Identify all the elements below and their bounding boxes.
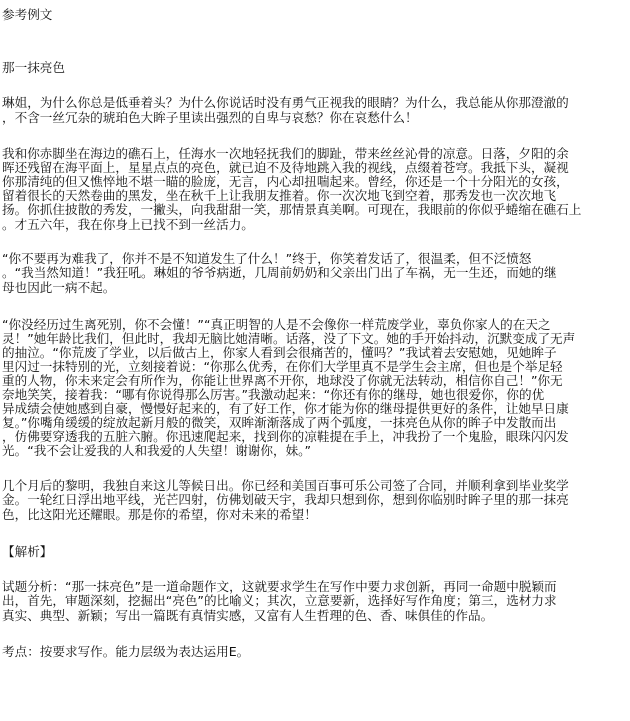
paragraph-2-line-4: 留着很长的天然卷曲的黑发，坐在秋千上让我朋友推着。你一次次地飞到空着，那秀发也一次次地飞 xyxy=(2,188,557,203)
paragraph-5-line-1: 几个月后的黎明，我独自来这儿等候日出。你已经和美国百事可乐公司签了合同，并顺利拿到毕业奖学 xyxy=(2,478,569,493)
heading-reference-essay: 参考例文 xyxy=(2,7,53,22)
analysis-line-1: 试题分析：“那一抹亮色”是一道命题作文，这就要求学生在写作中要力求创新，再同一命题中脱颖而 xyxy=(2,579,557,594)
paragraph-2-line-6: 。才五六年，我在你身上已找不到一丝活力。 xyxy=(2,217,254,232)
paragraph-4-line-7: 异成绩会使她感到自豪，慢慢好起来的，有了好工作，你才能为你的继母提供更好的条件，让她早日康 xyxy=(2,401,569,416)
paragraph-2-line-3: 你那清纯的但又憔悴地不堪一瞄的脸庞，无言，内心却扭喘起来。曾经，你还是一个十分阳光的女孩， xyxy=(2,174,569,189)
essay-title: 那一抹亮色 xyxy=(2,60,65,75)
analysis-heading: 【解析】 xyxy=(2,544,53,559)
kaodian-note: 考点：按要求写作。能力层级为表达运用E。 xyxy=(2,644,250,659)
paragraph-5-line-3: 色，比这阳光还耀眼。那是你的希望，你对未来的希望！ xyxy=(2,507,317,522)
paragraph-4-line-10: 光。“我不会让爱我的人和我爱的人失望！谢谢你，妹。” xyxy=(2,443,311,458)
paragraph-4-line-9: ，仿佛要穿透我的五脏六腑。你迅速爬起来，找到你的凉鞋提在手上，冲我扮了一个鬼脸，眼珠闪闪发 xyxy=(2,429,569,444)
paragraph-1-line-2: ，不含一丝冗杂的琥珀色大眸子里读出强烈的自卑与哀愁？你在哀愁什么！ xyxy=(2,110,418,125)
paragraph-2-line-2: 晖还残留在海平面上，星星点点的亮色，就已迫不及待地跳入我的视线，点缀着苍穹。我抵下头，凝视 xyxy=(2,160,569,175)
paragraph-2-line-5: 扬。你抓住披散的秀发，一撇头，向我甜甜一笑，那情景真美啊。可现在，我眼前的你似乎蜷缩在礁石上 xyxy=(2,202,582,217)
paragraph-3-line-1: “你不要再为难我了，你并不是不知道发生了什么！”终于，你笑着发话了，很温柔，但不泛愤怒 xyxy=(2,251,532,266)
paragraph-2-line-1: 我和你赤脚坐在海边的礁石上，任海水一次地轻抚我们的脚趾，带来丝丝沁骨的凉意。日落，夕阳的余 xyxy=(2,146,569,161)
analysis-line-2: 出，首先，审题深刻，挖掘出“亮色”的比喻义；其次，立意要新，选择好写作角度；第三，选材力求 xyxy=(2,593,557,608)
paragraph-4-line-2: 灵！”她年龄比我们，但此时，我却无脑比她清晰。话落，没了下文。她的手开始抖动，沉默变成了无声 xyxy=(2,331,576,346)
paragraph-4-line-8: 复。”你嘴角缓缓的绽放起新月般的微笑，双眸渐渐落成了两个弧度，一抹亮色从你的眸子中发散而出 xyxy=(2,415,557,430)
paragraph-4-line-5: 重的人物，你未来定会有所作为，你能让世界离不开你，地球没了你就无法转动，相信你自己！”你无 xyxy=(2,373,563,388)
paragraph-3-line-2: 。“我当然知道！”我狂吼。琳姐的爷爷病逝，几周前奶奶和父亲出门出了车祸，无一生还，而她的继 xyxy=(2,265,557,280)
paragraph-3-line-3: 母也因此一病不起。 xyxy=(2,280,116,295)
paragraph-4-line-6: 奈地笑笑，接着我：“哪有你说得那么厉害。”我激动起来：“你还有你的继母，她也很爱你，你的优 xyxy=(2,387,545,402)
paragraph-1-line-1: 琳姐，为什么你总是低垂着头？为什么你说话时没有勇气正视我的眼睛？为什么，我总能从你那澄澈的 xyxy=(2,95,569,110)
paragraph-4-line-1: “你没经历过生离死别，你不会懂！”“真正明智的人是不会像你一样荒废学业，辜负你家人的在天之 xyxy=(2,317,551,332)
paragraph-5-line-2: 金。一轮红日浮出地平线，光芒四射，仿佛划破天宇，我却只想到你，想到你临别时眸子里的那一抹亮 xyxy=(2,492,569,507)
paragraph-4-line-4: 里闪过一抹特别的光，立刻接着说：“你那么优秀，在你们大学里真不是学生会主席，但也是个举足轻 xyxy=(2,359,563,374)
paragraph-4-line-3: 的抽泣。“你荒废了学业，以后做古上，你家人看到会很痛苦的，懂吗？”我试着去安慰她，见她眸子 xyxy=(2,345,557,360)
analysis-line-3: 真实、典型、新颖；写出一篇既有真情实感，又富有人生哲理的色、香、味俱佳的作品。 xyxy=(2,608,494,623)
